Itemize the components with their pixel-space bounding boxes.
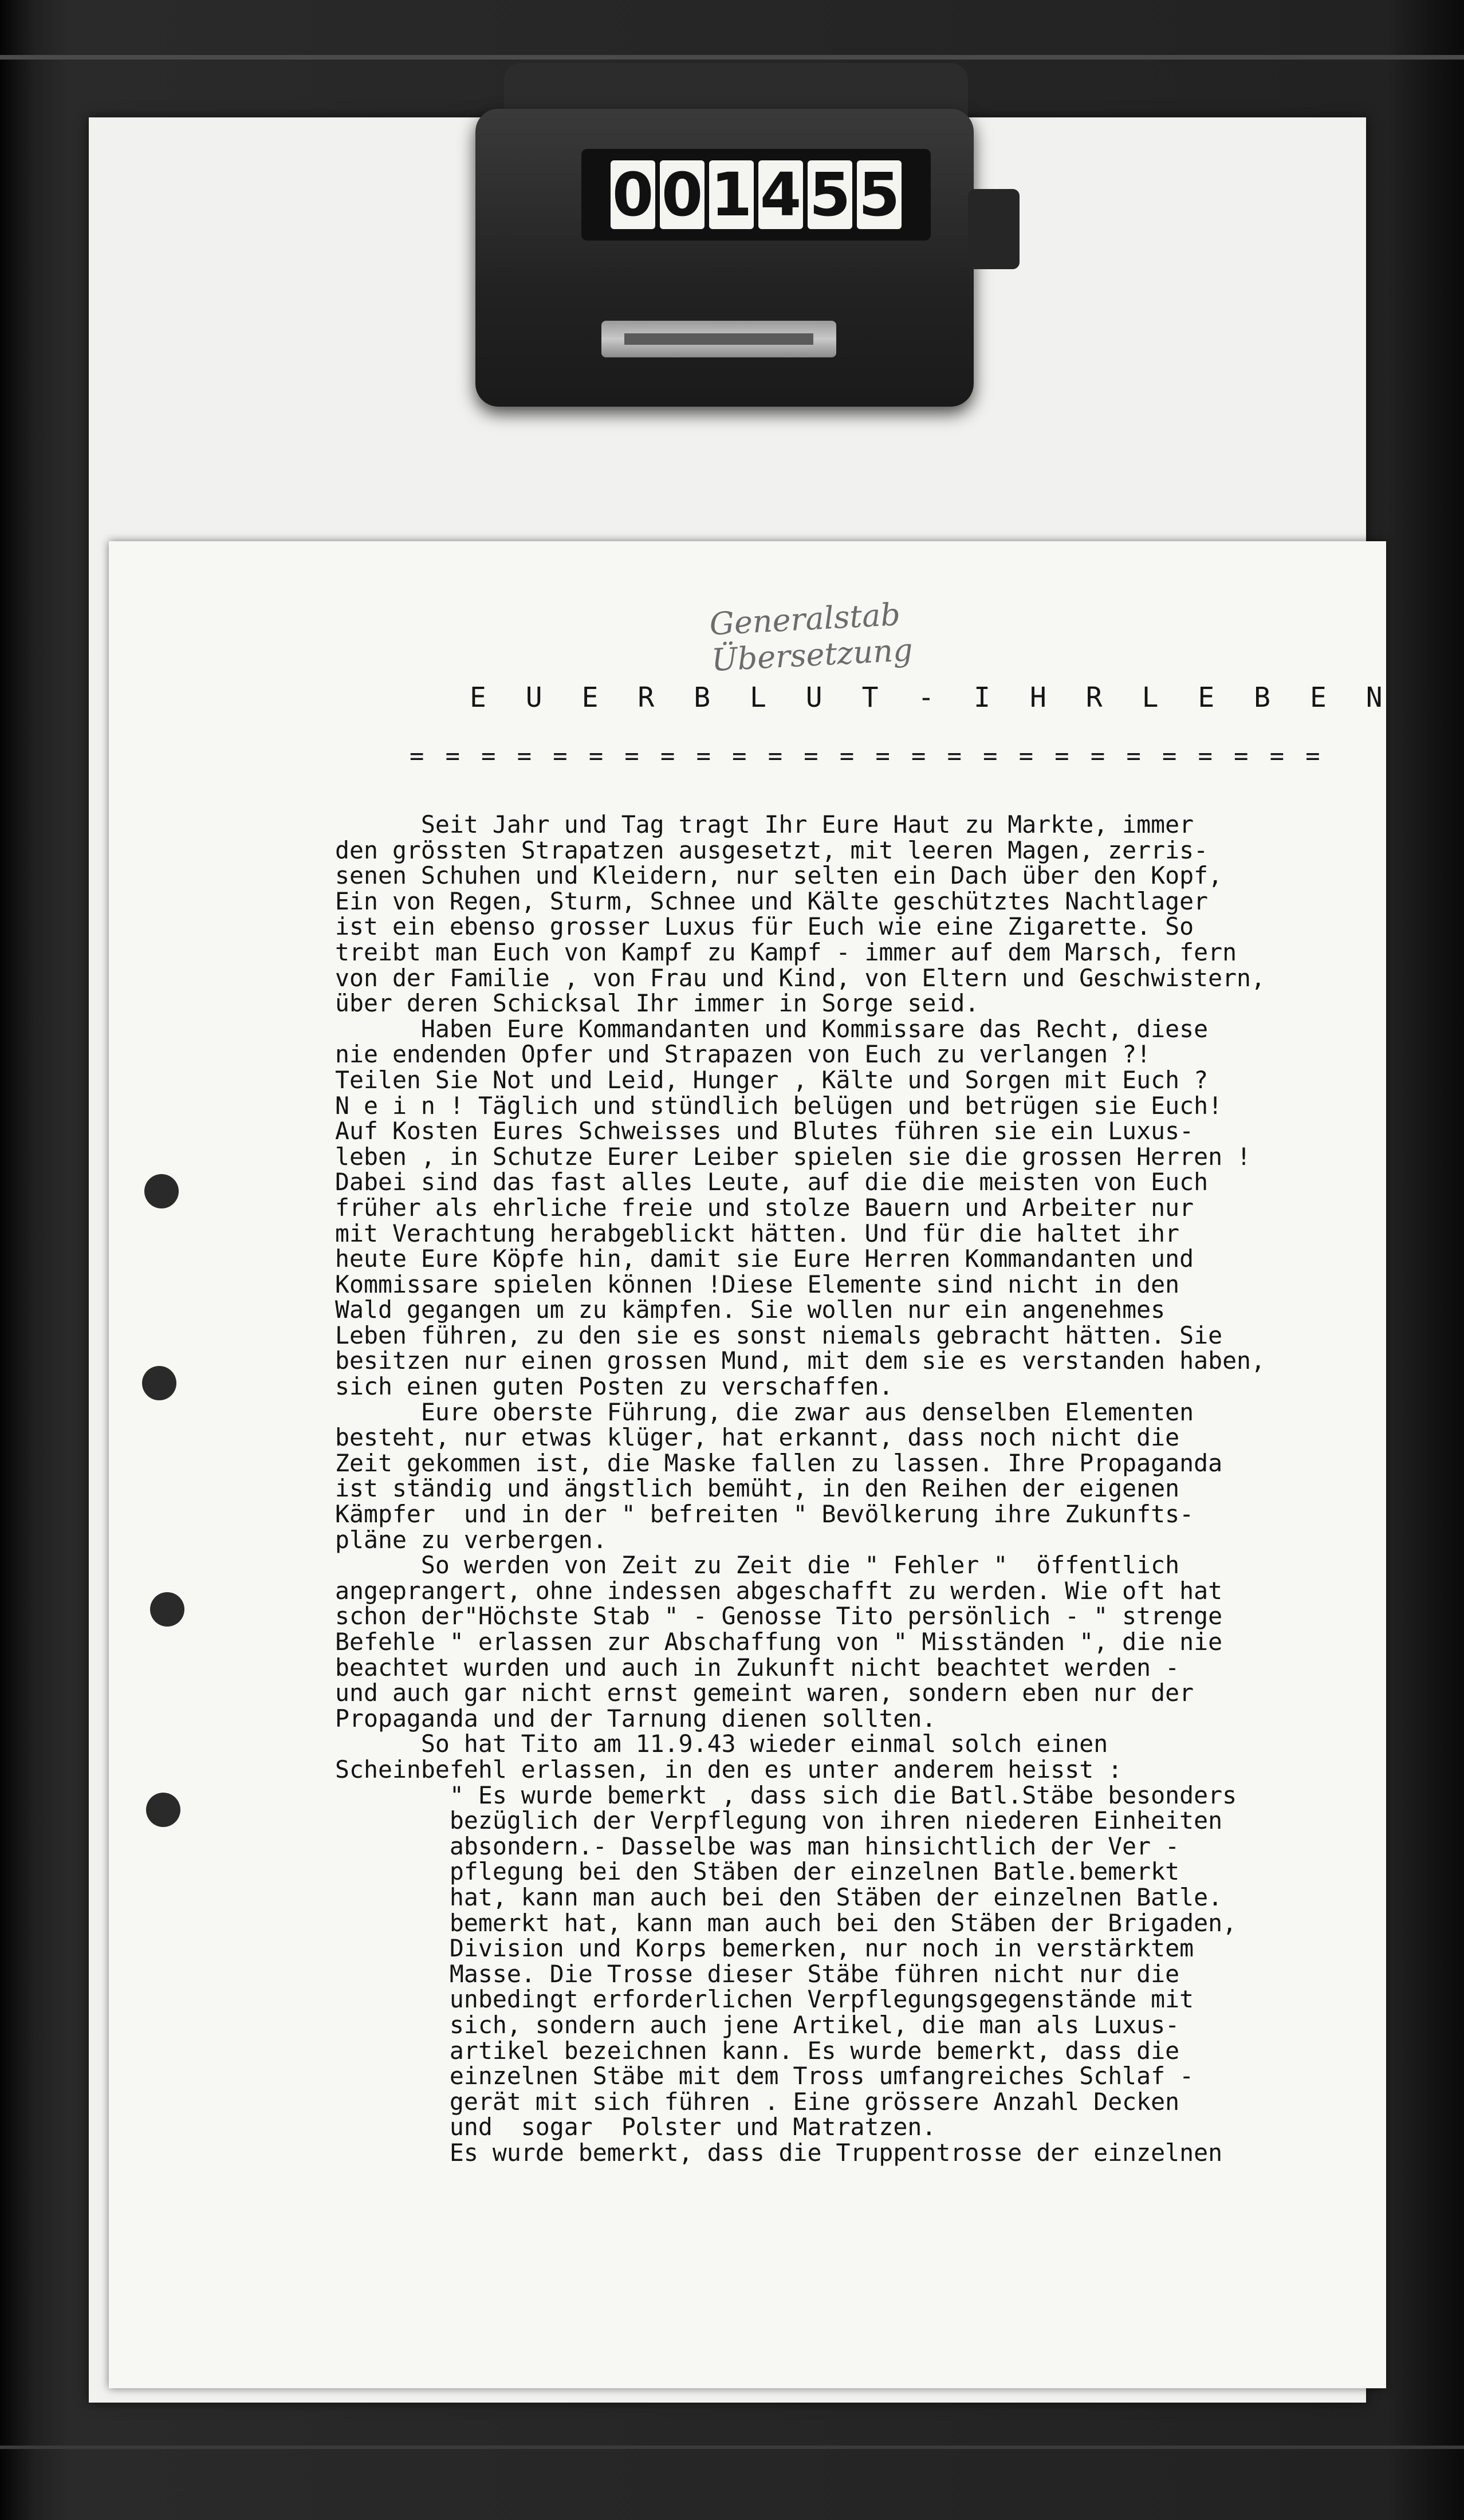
quote-line: bemerkt hat, kann man auch bei den Stäben der Brigaden, bbox=[335, 1908, 1237, 1937]
text-line: sich einen guten Posten zu verschaffen. bbox=[335, 1372, 894, 1401]
text-line: nie endenden Opfer und Strapazen von Euch zu verlangen ?! bbox=[335, 1040, 1151, 1069]
counter-knob bbox=[968, 189, 1020, 269]
counter-plate bbox=[601, 321, 836, 357]
film-edge-line bbox=[0, 55, 1464, 60]
quote-line: hat, kann man auch bei den Stäben der einzelnen Batle. bbox=[335, 1883, 1223, 1911]
counter-digit: 5 bbox=[857, 160, 902, 229]
text-line: Leben führen, zu den sie es sonst niemals gebracht hätten. Sie bbox=[335, 1321, 1223, 1349]
quote-line: einzelnen Stäbe mit dem Tross umfangreiches Schlaf - bbox=[335, 2062, 1194, 2090]
quote-line: " Es wurde bemerkt , dass sich die Batl.Stäbe besonders bbox=[335, 1781, 1237, 1809]
document-body bbox=[335, 812, 1320, 2165]
counter-digit: 4 bbox=[758, 160, 803, 229]
text-line: Propaganda und der Tarnung dienen sollten. bbox=[335, 1704, 936, 1732]
quote-line: Masse. Die Trosse dieser Stäbe führen nicht nur die bbox=[335, 1959, 1180, 1988]
text-line: leben , in Schutze Eurer Leiber spielen sie die grossen Herren ! bbox=[335, 1142, 1252, 1171]
text-line: und auch gar nicht ernst gemeint waren, sondern eben nur der bbox=[335, 1679, 1194, 1707]
handwritten-note: Generalstab Übersetzung bbox=[709, 596, 914, 679]
quote-line: absondern.- Dasselbe was man hinsichtlich der Ver - bbox=[335, 1832, 1180, 1860]
text-line: Teilen Sie Not und Leid, Hunger , Kälte und Sorgen mit Euch ? bbox=[335, 1065, 1209, 1094]
text-line: schon der"Höchste Stab " - Genosse Tito persönlich - " strenge bbox=[335, 1602, 1223, 1631]
title-underline: = = = = = = = = = = = = = = = = = = = = = = = = = = bbox=[410, 742, 1324, 770]
text-line: Kämpfer und in der " befreiten " Bevölkerung ihre Zukunfts- bbox=[335, 1500, 1194, 1529]
text-line: Zeit gekommen ist, die Maske fallen zu lassen. Ihre Propaganda bbox=[335, 1448, 1223, 1477]
text-line: von der Familie , von Frau und Kind, von Eltern und Geschwistern, bbox=[335, 963, 1266, 992]
quote-line: pflegung bei den Stäben der einzelnen Batle.bemerkt bbox=[335, 1857, 1180, 1886]
text-line: Wald gegangen um zu kämpfen. Sie wollen nur ein angenehmes bbox=[335, 1296, 1166, 1324]
quote-line: und sogar Polster und Matratzen. bbox=[335, 2113, 936, 2141]
punch-hole bbox=[144, 1174, 179, 1208]
text-line: besteht, nur etwas klüger, hat erkannt, dass noch nicht die bbox=[335, 1423, 1180, 1452]
text-line: Scheinbefehl erlassen, in den es unter anderem heisst : bbox=[335, 1755, 1123, 1783]
text-line: ist ein ebenso grosser Luxus für Euch wie eine Zigarette. So bbox=[335, 912, 1194, 941]
punch-hole bbox=[150, 1592, 184, 1627]
text-line: heute Eure Köpfe hin, damit sie Eure Herren Kommandanten und bbox=[335, 1245, 1194, 1273]
quote-line: bezüglich der Verpflegung von ihren niederen Einheiten bbox=[335, 1806, 1223, 1835]
counter-digit: 5 bbox=[808, 160, 852, 229]
text-line: über deren Schicksal Ihr immer in Sorge seid. bbox=[335, 989, 979, 1018]
quote-line: Es wurde bemerkt, dass die Truppentrosse der einzelnen bbox=[335, 2138, 1223, 2167]
punch-hole bbox=[146, 1793, 180, 1827]
text-line: Ein von Regen, Sturm, Schnee und Kälte geschütztes Nachtlager bbox=[335, 887, 1209, 915]
quote-line: Division und Korps bemerken, nur noch in verstärktem bbox=[335, 1934, 1194, 1963]
text-line: Eure oberste Führung, die zwar aus denselben Elementen bbox=[335, 1397, 1194, 1426]
text-line: treibt man Euch von Kampf zu Kampf - immer auf dem Marsch, fern bbox=[335, 938, 1237, 966]
text-line: früher als ehrliche freie und stolze Bauern und Arbeiter nur bbox=[335, 1193, 1194, 1222]
text-line: mit Verachtung herabgeblickt hätten. Und für die haltet ihr bbox=[335, 1219, 1180, 1247]
text-line: den grössten Strapatzen ausgesetzt, mit leeren Magen, zerris- bbox=[335, 836, 1209, 864]
punch-hole bbox=[142, 1366, 176, 1400]
text-line: Dabei sind das fast alles Leute, auf die die meisten von Euch bbox=[335, 1168, 1209, 1196]
quote-line: artikel bezeichnen kann. Es wurde bemerkt, dass die bbox=[335, 2036, 1180, 2065]
text-line: beachtet wurden und auch in Zukunft nicht beachtet werden - bbox=[335, 1653, 1180, 1682]
quote-line: gerät mit sich führen . Eine grössere Anzahl Decken bbox=[335, 2087, 1180, 2116]
counter-digit: 0 bbox=[611, 160, 655, 229]
text-line: pläne zu verbergen. bbox=[335, 1525, 607, 1554]
frame-counter bbox=[470, 63, 1020, 418]
text-line: Haben Eure Kommandanten und Kommissare das Recht, diese bbox=[335, 1014, 1209, 1043]
text-line: N e i n ! Täglich und stündlich belügen und betrügen sie Euch! bbox=[335, 1091, 1223, 1120]
counter-window bbox=[581, 149, 931, 241]
text-line: Kommissare spielen können !Diese Elemente sind nicht in den bbox=[335, 1270, 1180, 1298]
text-line: senen Schuhen und Kleidern, nur selten ein Dach über den Kopf, bbox=[335, 861, 1223, 890]
text-line: So hat Tito am 11.9.43 wieder einmal solch einen bbox=[335, 1730, 1108, 1758]
counter-digit: 0 bbox=[660, 160, 705, 229]
text-line: Seit Jahr und Tag tragt Ihr Eure Haut zu Markte, immer bbox=[335, 810, 1194, 838]
text-line: Befehle " erlassen zur Abschaffung von " Misständen ", die nie bbox=[335, 1628, 1223, 1656]
text-line: So werden von Zeit zu Zeit die " Fehler " öffentlich bbox=[335, 1551, 1180, 1580]
text-line: besitzen nur einen grossen Mund, mit dem sie es verstanden haben, bbox=[335, 1346, 1266, 1375]
film-edge-line bbox=[0, 2446, 1464, 2449]
text-line: ist ständig und ängstlich bemüht, in den Reihen der eigenen bbox=[335, 1474, 1180, 1503]
document-title: E U E R B L U T - I H R L E B E N ! bbox=[470, 682, 1450, 714]
text-line: angeprangert, ohne indessen abgeschafft zu werden. Wie oft hat bbox=[335, 1576, 1223, 1605]
text-line: Auf Kosten Eures Schweisses und Blutes führen sie ein Luxus- bbox=[335, 1117, 1194, 1145]
quote-line: sich, sondern auch jene Artikel, die man als Luxus- bbox=[335, 2010, 1180, 2039]
counter-digit: 1 bbox=[709, 160, 754, 229]
counter-plate-slot bbox=[624, 333, 813, 345]
quote-line: unbedingt erforderlichen Verpflegungsgegenstände mit bbox=[335, 1985, 1194, 2014]
